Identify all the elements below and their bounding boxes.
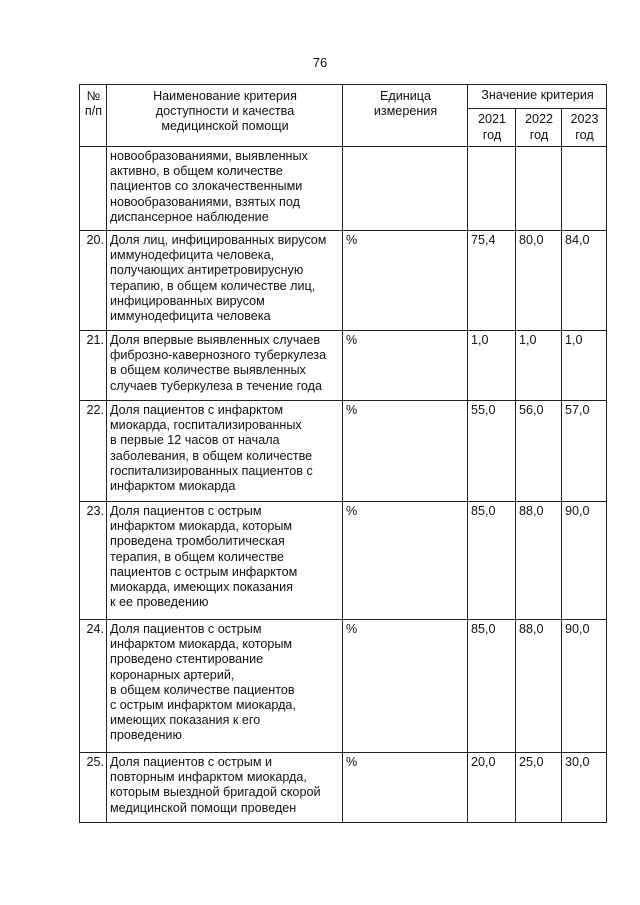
value-2022: 25,0 xyxy=(516,753,562,823)
value-2021 xyxy=(468,147,516,231)
value-2022: 1,0 xyxy=(516,331,562,401)
table-header-row xyxy=(80,85,607,109)
unit-cell: % xyxy=(343,502,468,620)
value-2021: 85,0 xyxy=(468,502,516,620)
criterion-name: Доля пациентов с инфарктом миокарда, госпитализированных в первые 12 часов от начала заболевания, в общем количестве госпитализированных пациентов с инфарктом миокарда xyxy=(107,401,343,502)
row-number: 21. xyxy=(80,331,107,401)
unit-cell: % xyxy=(343,231,468,331)
table-row xyxy=(80,231,607,331)
value-2022: 88,0 xyxy=(516,620,562,753)
value-2023: 57,0 xyxy=(562,401,607,502)
criterion-name: новообразованиями, выявленных активно, в общем количестве пациентов со злокачественными новообразованиями, взятых под диспансерное наблюдение xyxy=(107,147,343,231)
unit-cell: % xyxy=(343,753,468,823)
criterion-name: Доля пациентов с острым инфарктом миокарда, которым проведена тромболитическая терапия, в общем количестве пациентов с острым инфарктом миокарда, имеющих показания к ее проведению xyxy=(107,502,343,620)
value-2021: 75,4 xyxy=(468,231,516,331)
criteria-table xyxy=(79,84,607,823)
header-criterion-name: Наименование критерия доступности и качества медицинской помощи xyxy=(107,85,343,147)
header-number: № п/п xyxy=(80,85,107,147)
header-year-2022: 2022 год xyxy=(516,109,562,147)
criterion-name: Доля впервые выявленных случаев фиброзно-кавернозного туберкулеза в общем количестве выявленных случаев туберкулеза в течение года xyxy=(107,331,343,401)
row-number: 25. xyxy=(80,753,107,823)
unit-cell: % xyxy=(343,401,468,502)
table-row xyxy=(80,331,607,401)
value-2021: 55,0 xyxy=(468,401,516,502)
value-2021: 1,0 xyxy=(468,331,516,401)
header-year-2023: 2023 год xyxy=(562,109,607,147)
value-2023: 30,0 xyxy=(562,753,607,823)
table-row xyxy=(80,147,607,231)
value-2022: 56,0 xyxy=(516,401,562,502)
criterion-name: Доля пациентов с острым и повторным инфарктом миокарда, которым выездной бригадой скорой медицинской помощи проведен xyxy=(107,753,343,823)
value-2021: 20,0 xyxy=(468,753,516,823)
unit-cell: % xyxy=(343,620,468,753)
row-number xyxy=(80,147,107,231)
table-row xyxy=(80,502,607,620)
unit-cell: % xyxy=(343,331,468,401)
row-number: 23. xyxy=(80,502,107,620)
table-row xyxy=(80,753,607,823)
value-2023: 90,0 xyxy=(562,620,607,753)
row-number: 22. xyxy=(80,401,107,502)
header-unit: Единица измерения xyxy=(343,85,468,147)
value-2023: 90,0 xyxy=(562,502,607,620)
value-2022 xyxy=(516,147,562,231)
unit-cell xyxy=(343,147,468,231)
value-2023 xyxy=(562,147,607,231)
row-number: 24. xyxy=(80,620,107,753)
value-2021: 85,0 xyxy=(468,620,516,753)
value-2023: 1,0 xyxy=(562,331,607,401)
header-criterion-value: Значение критерия xyxy=(468,85,607,109)
row-number: 20. xyxy=(80,231,107,331)
value-2022: 88,0 xyxy=(516,502,562,620)
page-number: 76 xyxy=(312,55,328,70)
table-row xyxy=(80,620,607,753)
criterion-name: Доля лиц, инфицированных вирусом иммунодефицита человека, получающих антиретровирусную терапию, в общем количестве лиц, инфицированных вирусом иммунодефицита человека xyxy=(107,231,343,331)
header-year-2021: 2021 год xyxy=(468,109,516,147)
criterion-name: Доля пациентов с острым инфарктом миокарда, которым проведено стентирование коронарных артерий, в общем количестве пациентов с острым инфарктом миокарда, имеющих показания к его проведению xyxy=(107,620,343,753)
value-2022: 80,0 xyxy=(516,231,562,331)
value-2023: 84,0 xyxy=(562,231,607,331)
table-row xyxy=(80,401,607,502)
